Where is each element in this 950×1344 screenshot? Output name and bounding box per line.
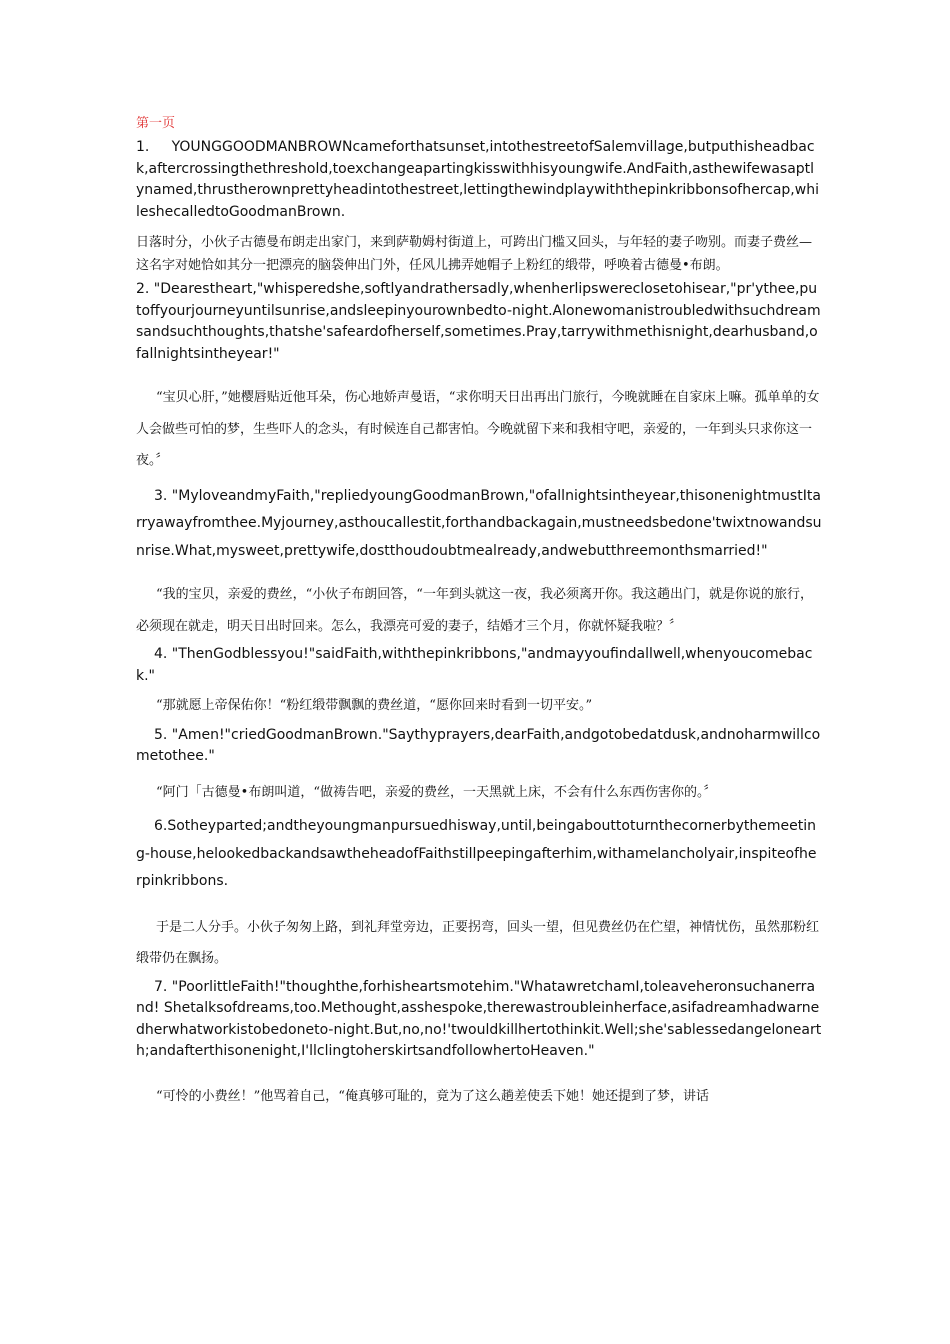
paragraph-en-5: 5. "Amen!"criedGoodmanBrown."Saythyprayers,dearFaith,andgotobedatdusk,andnoharmwillcometothee.": [136, 726, 821, 764]
paragraph-zh-4: “那就愿上帝保佑你！“粉红缎带飘飘的费丝道，“愿你回来时看到一切平安。”: [156, 698, 593, 713]
paragraph-zh-6: 于是二人分手。小伙子匆匆上路，到礼拜堂旁边，正要拐弯，回头一望，但见费丝仍在伫望，神情忧伤，虽然那粉红缎带仍在飘扬。: [136, 919, 820, 966]
paragraph-en-2: 2. "Dearestheart,"whisperedshe,softlyandrathersadly,whenherlipswereclosetohisear,"pr'ythee,putoffyourjourneyuntilsunrise,andsleepinyourownbedto-night.Alonewomanistroubledwithsuchdreamsandsuchthoughts,thatshe'safeardofherself,sometimes.Pray,tarrywithmethisnight,dearhusband,ofallnightsintheyear!": [136, 281, 821, 362]
paragraph-zh-3: “我的宝贝，亲爱的费丝，“小伙子布朗回答，“一年到头就这一夜，我必须离开你。我这趟出门，就是你说的旅行，必须现在就走，明天日出时回来。怎么，我漂亮可爱的妻子，结婚才三个月，你就怀疑我啦？〞: [136, 587, 813, 634]
document-page: [136, 114, 822, 1112]
paragraph-en-4: 4. "ThenGodblessyou!"saidFaith,withthepinkribbons,"andmayyoufindallwell,whenyoucomeback.": [136, 646, 813, 684]
paragraph-en-1: 1. YOUNGGOODMANBROWNcameforthatsunset,intothestreetofSalemvillage,butputhisheadback,aftercrossingthethreshold,toexchangeapartingkisswithhisyoungwife.AndFaith,asthewifewasaptlynamed,thrustherownprettyheadintothestreet,lettingthewindplaywiththepinkribbonsofhercap,whileshecalledtoGoodmanBrown.: [136, 139, 819, 220]
paragraph-zh-5: “阿门「古德曼•布朗叫道，“做祷告吧，亲爱的费丝，一天黑就上床，不会有什么东西伤害你的。〞: [156, 784, 717, 800]
paragraph-zh-1: 日落时分，小伙子古德曼布朗走出家门，来到萨勒姆村街道上，可跨出门槛又回头，与年轻的妻子吻别。而妻子费丝—这名字对她恰如其分一把漂亮的脑袋伸出门外，任风儿拂弄她帽子上粉红的缎带，呼唤着古德曼•布朗。: [136, 235, 813, 273]
paragraph-zh-2: “宝贝心肝，”她樱唇贴近他耳朵，伤心地娇声曼语，“求你明天日出再出门旅行，今晚就睡在自家床上嘛。孤单单的女人会做些可怕的梦，生些吓人的念头，有时候连自己都害怕。今晚就留下来和我相守吧，亲爱的，一年到头只求你这一夜。〞: [136, 390, 820, 468]
paragraph-en-7: 7. "PoorlittleFaith!"thoughthe,forhisheartsmotehim."WhatawretchamI,toleaveheronsuchanerrand! Shetalksofdreams,too.Methought,asshespoke,therewastroubleinherface,asifadreamhadwarnedherwhatworkistobedoneto-night.But,no,no!'twouldkillhertothinkit.Well;she'sablessedangelonearth;andafterthisonenight,I'llclingtoherskirtsandfollowhertoHeaven.": [136, 978, 822, 1059]
page-header: 第一页: [136, 116, 176, 131]
paragraph-en-6: 6.Sotheyparted;andtheyoungmanpursuedhisway,until,beingabouttoturnthecornerbythemeeting-house,helookedbackandsawtheheadofFaithstillpeepingafterhim,withamelancholyair,inspiteofherpinkribbons.: [136, 818, 817, 889]
paragraph-en-3: 3. "MyloveandmyFaith,"repliedyoungGoodmanBrown,"ofallnightsintheyear,thisonenightmustItarryawayfromthee.Myjourney,asthoucallestit,forthandbackagain,mustneedsbedone'twixtnowandsunrise.What,mysweet,prettywife,dostthoudoubtmealready,andwebutthreemonthsmarried!": [136, 487, 822, 559]
paragraph-zh-7: “可怜的小费丝！”他骂着自己，“俺真够可耻的，竟为了这么趟差使丢下她！她还提到了梦，讲话: [156, 1088, 709, 1104]
